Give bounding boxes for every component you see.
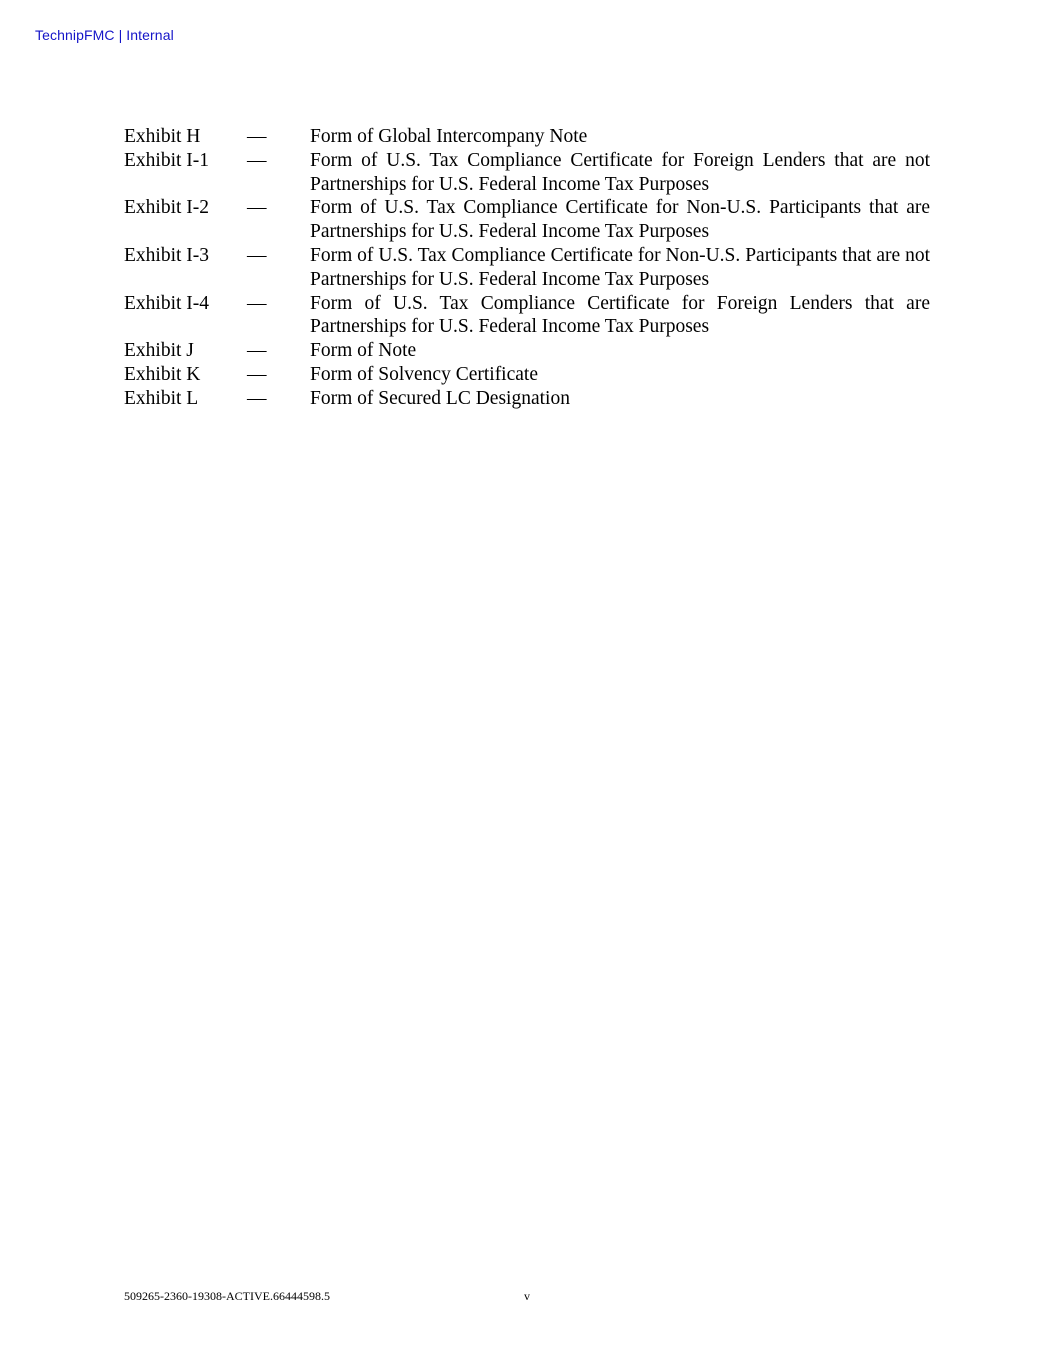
exhibit-row — [124, 125, 930, 149]
footer-document-id: 509265-2360-19308-ACTIVE.66444598.5 — [124, 1289, 330, 1303]
exhibit-row — [124, 149, 930, 197]
exhibit-row — [124, 244, 930, 292]
exhibit-label: Exhibit I-2 — [124, 197, 210, 219]
exhibit-row — [124, 292, 930, 340]
exhibit-description: Form of Note — [310, 340, 417, 362]
exhibit-description: Form of U.S. Tax Compliance Certificate for Foreign Lenders that are not Partnerships for U.S. Federal Income Tax Purposes — [310, 149, 930, 195]
exhibit-description: Form of U.S. Tax Compliance Certificate for Foreign Lenders that are Partnerships for U.S. Federal Income Tax Purposes — [310, 292, 930, 338]
exhibit-description: Form of Solvency Certificate — [310, 363, 538, 385]
exhibit-dash: — — [247, 387, 267, 409]
exhibit-dash: — — [247, 126, 267, 147]
exhibit-label: Exhibit K — [124, 363, 201, 385]
footer-page-number: v — [524, 1289, 530, 1303]
exhibit-row — [124, 339, 930, 363]
exhibit-dash: — — [247, 340, 267, 362]
exhibit-row — [124, 363, 930, 387]
exhibit-label: Exhibit L — [124, 387, 199, 409]
exhibit-description: Form of Secured LC Designation — [310, 387, 570, 409]
exhibit-description: Form of U.S. Tax Compliance Certificate for Non-U.S. Participants that are not Partnerships for U.S. Federal Income Tax Purposes — [310, 244, 930, 290]
exhibit-dash: — — [247, 292, 267, 314]
exhibit-row — [124, 387, 930, 411]
exhibit-dash: — — [247, 149, 267, 171]
exhibit-list — [124, 125, 930, 411]
exhibit-description: Form of Global Intercompany Note — [310, 126, 588, 147]
exhibit-label: Exhibit I-3 — [124, 244, 210, 266]
exhibit-row — [124, 196, 930, 244]
exhibit-dash: — — [247, 197, 267, 219]
classification-label: TechnipFMC | Internal — [35, 27, 174, 43]
exhibit-label: Exhibit I-4 — [124, 292, 210, 314]
exhibit-label: Exhibit J — [124, 340, 194, 362]
exhibit-dash: — — [247, 363, 267, 385]
exhibit-dash: — — [247, 244, 267, 266]
exhibit-description: Form of U.S. Tax Compliance Certificate for Non-U.S. Participants that are Partnerships for U.S. Federal Income Tax Purposes — [310, 197, 930, 243]
exhibit-label: Exhibit I-1 — [124, 149, 210, 171]
exhibit-label: Exhibit H — [124, 126, 201, 147]
